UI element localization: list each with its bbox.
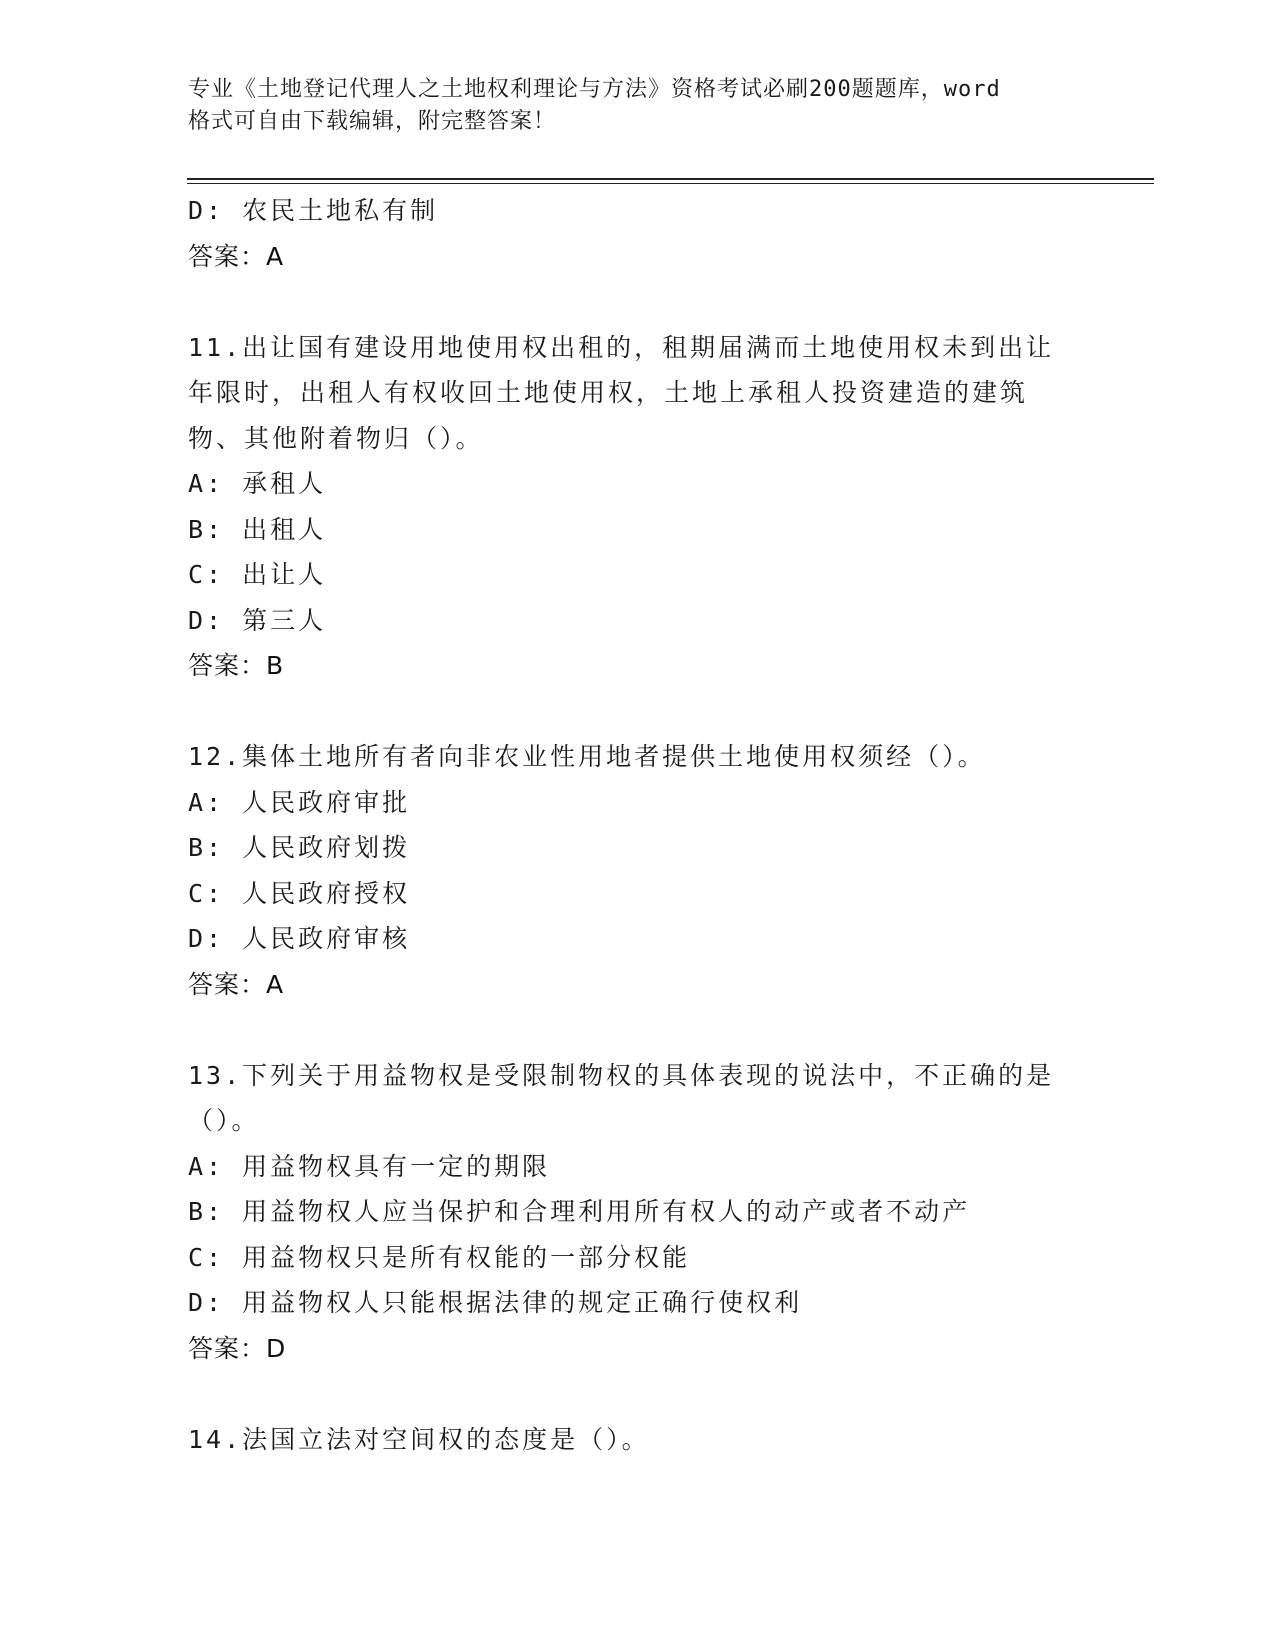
question-13-answer: 答案：D bbox=[188, 1333, 287, 1363]
question-11 bbox=[188, 325, 1068, 462]
question-12-option-b: B: 人民政府划拨 bbox=[188, 833, 411, 862]
question-11-text-line-2: 年限时，出租人有权收回土地使用权，土地上承租人投资建造的建筑 bbox=[188, 378, 1029, 407]
header-divider-thick bbox=[187, 178, 1154, 180]
question-13-text-line-2: （）。 bbox=[188, 1106, 260, 1135]
question-11-option-a: A: 承租人 bbox=[188, 469, 327, 498]
header-divider-thin bbox=[187, 183, 1154, 184]
question-12-option-c: C: 人民政府授权 bbox=[188, 878, 411, 908]
question-12-answer: 答案：A bbox=[188, 969, 285, 999]
document-header bbox=[188, 74, 1068, 138]
question-11-option-c: C: 出让人 bbox=[188, 560, 327, 589]
question-13-option-b: B: 用益物权人应当保护和合理利用所有权人的动产或者不动产 bbox=[188, 1197, 971, 1226]
prev-answer: 答案：A bbox=[188, 241, 285, 271]
question-13-text-line-1: 13.下列关于用益物权是受限制物权的具体表现的说法中，不正确的是 bbox=[188, 1060, 1055, 1090]
question-13-option-a: A: 用益物权具有一定的期限 bbox=[188, 1151, 551, 1181]
question-13-option-c: C: 用益物权只是所有权能的一部分权能 bbox=[188, 1242, 691, 1272]
question-11-option-b: B: 出租人 bbox=[188, 514, 327, 544]
question-11-option-d: D: 第三人 bbox=[188, 605, 327, 635]
question-13-option-d: D: 用益物权人只能根据法律的规定正确行使权利 bbox=[188, 1288, 803, 1317]
spacer bbox=[188, 279, 1088, 325]
spacer bbox=[188, 1371, 1088, 1417]
spacer bbox=[188, 689, 1088, 735]
question-12-option-d: D: 人民政府审核 bbox=[188, 924, 411, 953]
header-title-line-1: 专业《土地登记代理人之土地权利理论与方法》资格考试必刷200题题库，word bbox=[188, 77, 1001, 102]
question-12-option-a: A: 人民政府审批 bbox=[188, 787, 411, 817]
prev-option-d: D: 农民土地私有制 bbox=[188, 196, 439, 225]
question-11-answer: 答案：B bbox=[188, 651, 285, 680]
question-12-text: 12.集体土地所有者向非农业性用地者提供土地使用权须经（）。 bbox=[188, 742, 986, 771]
question-11-text-line-3: 物、其他附着物归（）。 bbox=[188, 423, 484, 453]
question-11-text-line-1: 11.出让国有建设用地使用权出租的，租期届满而土地使用权未到出让 bbox=[188, 332, 1055, 362]
question-14-text: 14.法国立法对空间权的态度是（）。 bbox=[188, 1424, 650, 1454]
spacer bbox=[188, 1007, 1088, 1053]
header-title-line-2: 格式可自由下载编辑，附完整答案！ bbox=[188, 109, 557, 134]
document-body bbox=[188, 188, 1088, 1462]
